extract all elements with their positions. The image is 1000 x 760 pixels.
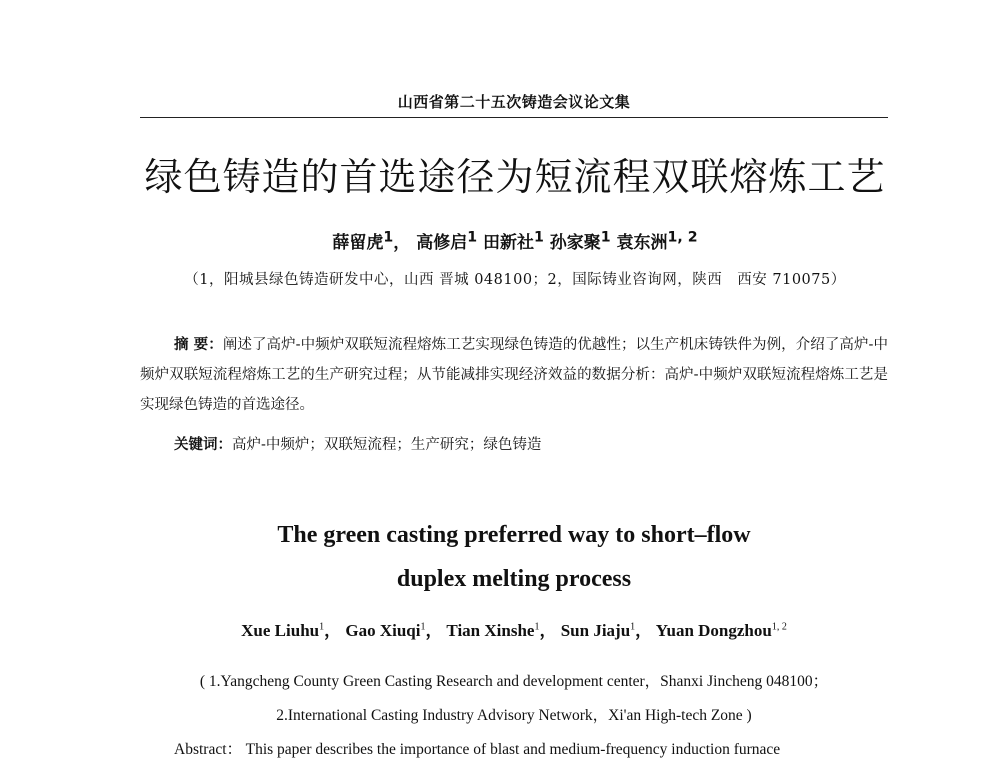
author-affiliation-mark: 1: [467, 229, 478, 246]
english-abstract: [174, 737, 888, 759]
english-title: [140, 513, 888, 601]
english-title-line: The green casting preferred way to short–flow: [277, 522, 751, 548]
author-name: Gao Xiuqi: [345, 621, 421, 640]
author-affiliation-mark: 1: [533, 229, 544, 246]
english-title-line: duplex melting process: [396, 566, 632, 592]
english-authors: Xue Liuhu$^1$， Gao Xiuqi$^1$， Tian Xinshe$^1$， Sun Jiaju$^1$， Yuan Dongzhou$^{1, 2}$: [241, 621, 787, 640]
author-affiliation-mark: 1: [534, 621, 540, 633]
author-affiliation-mark: 1: [319, 621, 325, 633]
author-affiliation-mark: 1, 2: [667, 229, 698, 246]
author-affiliation-mark: 1: [630, 621, 636, 633]
journal-header: 山西省第二十五次铸造会议论文集: [397, 93, 631, 111]
chinese-abstract: [140, 330, 888, 420]
abstract-text: 阐述了高炉-中频炉双联短流程熔炼工艺实现绿色铸造的优越性；以生产机床铸铁件为例，介绍了高炉-中频炉双联短流程熔炼工艺的生产研究过程；从节能减排实现经济效益的数据分析：高炉-中频炉双联短流程熔炼工艺是实现绿色铸造的首选途径。: [140, 337, 888, 413]
english-affiliation-line: ( 1.Yangcheng County Green Casting Research and development center，Shanxi Jincheng 048100；: [199, 673, 829, 690]
author-affiliation-mark: 1, 2: [771, 621, 787, 633]
author-affiliation-mark: 1: [383, 229, 394, 246]
chinese-keywords: [174, 433, 888, 454]
abstract-text: This paper describes the importance of blast and medium-frequency induction furnace: [245, 741, 781, 758]
keywords-label: 关键词：: [174, 437, 232, 453]
author-name: Sun Jiaju: [560, 621, 631, 640]
author-name: Tian Xinshe: [446, 621, 535, 640]
english-affiliation-line: 2.International Casting Industry Advisory Network，Xi'an High-tech Zone ): [276, 707, 752, 724]
author-name: Xue Liuhu: [241, 621, 320, 640]
author-name: 薛留虎: [332, 233, 384, 253]
author-name: 袁东洲: [616, 233, 668, 253]
abstract-label: Abstract：: [174, 741, 243, 758]
chinese-affiliation: （1，阳城县绿色铸造研发中心，山西 晋城 048100；2，国际铸业咨询网，陕西 西安 710075）: [184, 272, 846, 288]
chinese-title: 绿色铸造的首选途径为短流程双联熔炼工艺: [144, 155, 886, 199]
author-name: 高修启: [416, 233, 468, 253]
author-affiliation-mark: 1: [420, 621, 426, 633]
author-name: 田新社: [482, 233, 534, 253]
author-affiliation-mark: 1: [600, 229, 611, 246]
chinese-authors: 薛留虎$^1$， 高修启$^1$ 田新社$^1$ 孙家聚$^1$ 袁东洲$^{1, 2}$: [332, 229, 698, 253]
abstract-label: 摘 要：: [174, 337, 223, 353]
author-name: Yuan Dongzhou: [655, 621, 772, 640]
header-rule: [140, 117, 888, 118]
keywords-text: 高炉-中频炉；双联短流程；生产研究；绿色铸造: [232, 437, 542, 453]
author-name: 孙家聚: [549, 233, 601, 253]
